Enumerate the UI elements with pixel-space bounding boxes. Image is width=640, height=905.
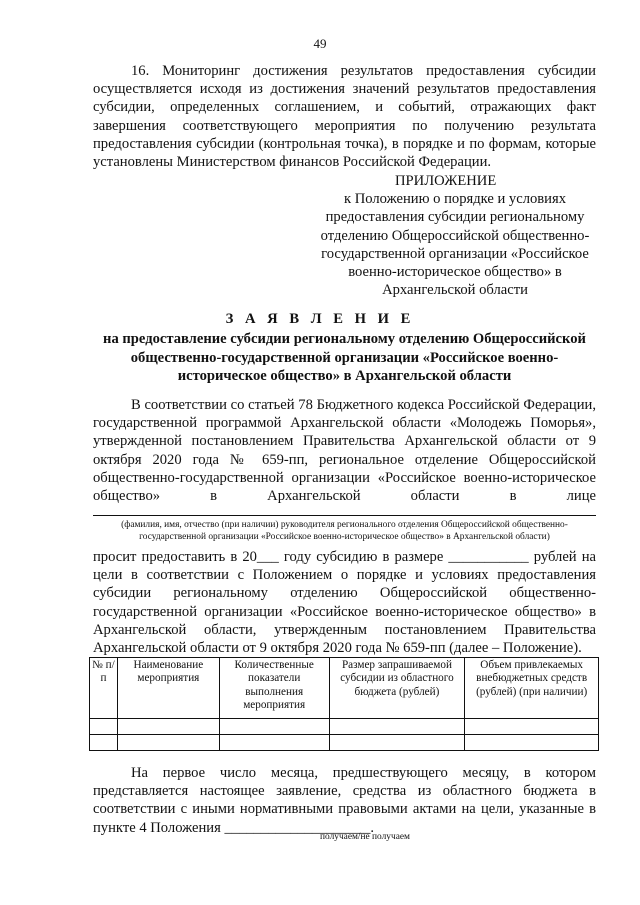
paragraph-asks: просит предоставить в 20___ году субсидию в размере ___________ рублей на цели в соответствии с Положением о порядке и условиях предоставления субсидии региональному отделению Общероссийской общественно-государственной организации «Российское военно-историческое общество» в Архангельской области, утвержденным постановлением Правительства Архангельской области от 9 октября 2020 года № 659-пп (далее – Положение).	[93, 549, 596, 657]
table-cell	[117, 735, 219, 751]
header-indicators: Количественные показатели выполнения мероприятия	[219, 658, 329, 719]
paragraph-request: В соответствии со статьей 78 Бюджетного кодекса Российской Федерации, государственной программой Архангельской области «Молодежь Поморья», утвержденной постановлением Правительства Архангельской области от 9 октября 2020 года № 659-пп, региональное отделение Общероссийской общественно-государственной организации «Российское военно-историческое общество» в Архангельской области в лице	[93, 397, 596, 505]
table-cell	[219, 719, 329, 735]
appendix-block	[300, 172, 610, 299]
appendix-title: ПРИЛОЖЕНИЕ	[395, 173, 497, 189]
table-cell	[465, 719, 599, 735]
table-cell	[329, 735, 465, 751]
table-cell	[90, 719, 118, 735]
paragraph-16: 16. Мониторинг достижения результатов предоставления субсидии осуществляется исходя из достижения значений результатов предоставления субсидии, определенных соглашением, и событий, отражающих факт завершения соответствующего мероприятия по получению результата предоставления субсидии (контрольная точка), в порядке и по формам, которые установлены Министерством финансов Российской Федерации.	[93, 63, 596, 171]
table-row	[90, 735, 599, 751]
signatory-caption: (фамилия, имя, отчество (при наличии) руководителя регионального отделения Общероссийской общественно-государственной организации «Российское военно-историческое общество» в Архангельской области)	[121, 520, 568, 542]
paragraph-first-day: На первое число месяца, предшествующего месяцу, в котором представляется настоящее заявление, средства из областного бюджета в соответствии с иными нормативными правовыми актами на цели, указанные в пункте 4 Положения ____________________.	[93, 765, 596, 836]
table-cell	[117, 719, 219, 735]
application-title: З А Я В Л Е Н И Е	[225, 311, 415, 327]
header-subsidy-amount: Размер запрашиваемой субсидии из областного бюджета (рублей)	[329, 658, 465, 719]
signatory-line	[93, 515, 596, 516]
table-cell	[329, 719, 465, 735]
fill-caption: получаем/не получаем	[320, 832, 410, 842]
table-cell	[219, 735, 329, 751]
page-number: 49	[313, 36, 327, 51]
table-cell	[465, 735, 599, 751]
header-number: № п/п	[90, 658, 118, 719]
table-cell	[90, 735, 118, 751]
table-header-row	[90, 658, 599, 719]
header-extrabudgetary: Объем привлекаемых внебюджетных средств (рублей) (при наличии)	[465, 658, 599, 719]
header-event-name: Наименование мероприятия	[117, 658, 219, 719]
events-table	[89, 657, 599, 751]
application-subtitle: на предоставление субсидии региональному отделению Общероссийской общественно-государственной организации «Российское военно-историческое общество» в Архангельской области	[103, 331, 586, 384]
appendix-text: к Положению о порядке и условиях предоставления субсидии региональному отделению Общероссийской общественно-государственной организации «Российское военно-историческое общество» в Архангельской области	[320, 191, 590, 299]
table-row	[90, 719, 599, 735]
